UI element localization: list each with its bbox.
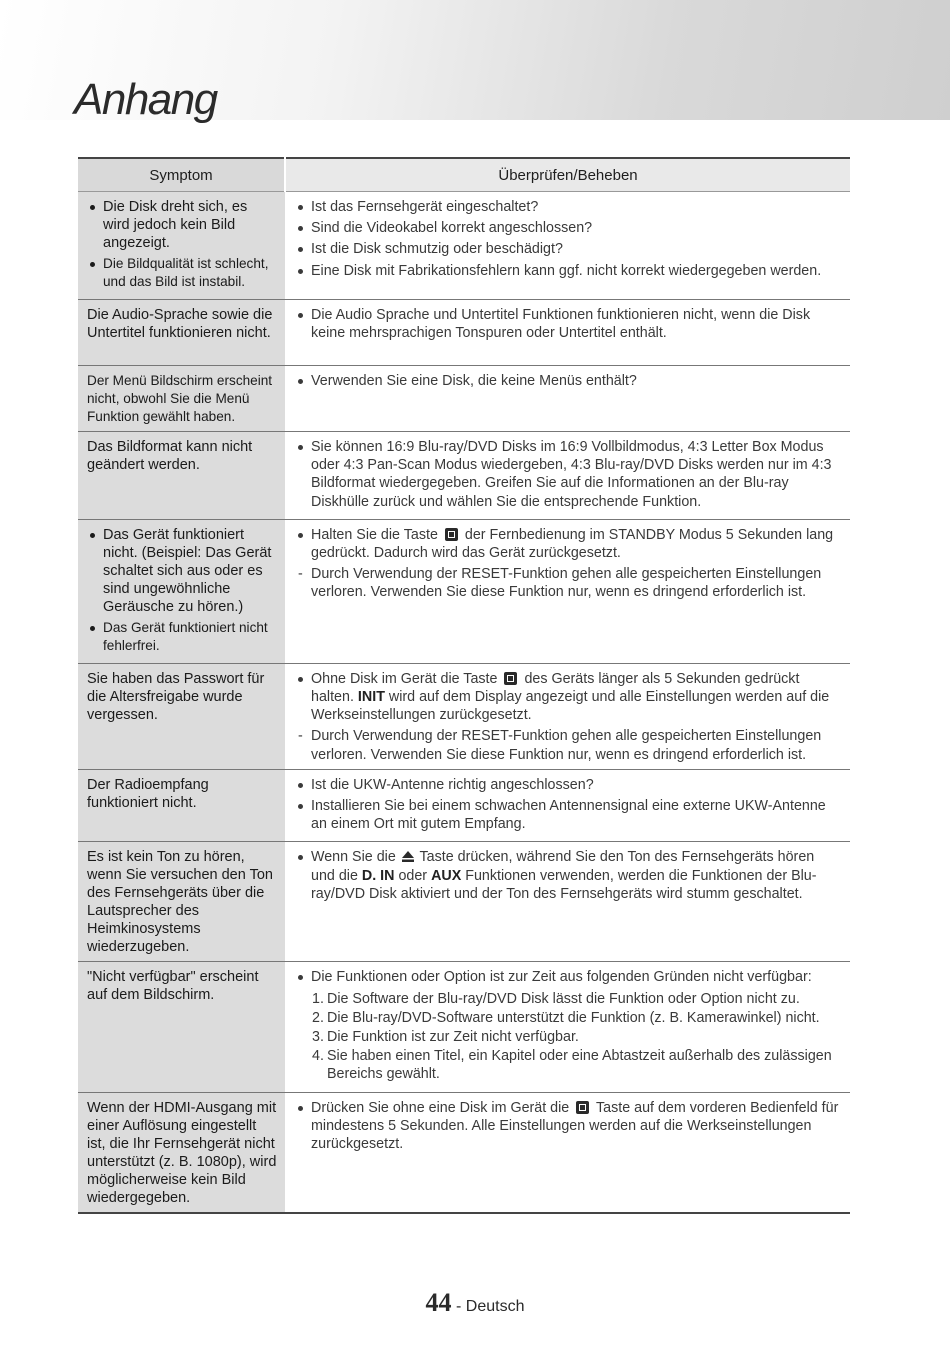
table-row xyxy=(78,300,850,366)
eject-icon xyxy=(402,851,414,862)
fix-column-header: Überprüfen/Beheben xyxy=(285,158,850,192)
symptom-cell: Sie haben das Passwort für die Altersfreigabe wurde vergessen. xyxy=(78,663,285,769)
symptom-cell xyxy=(78,519,285,663)
reason-item: 1. Die Software der Blu-ray/DVD Disk lässt die Funktion oder Option nicht zu. xyxy=(312,990,800,1007)
fix-cell xyxy=(285,663,850,769)
fix-item: Ist das Fernsehgerät eingeschaltet? xyxy=(295,198,842,216)
fix-item: Installieren Sie bei einem schwachen Antennensignal eine externe UKW-Antenne an einem Ort mit gutem Empfang. xyxy=(295,797,842,833)
fix-item: Drücken Sie ohne eine Disk im Gerät die Taste auf dem vorderen Bedienfeld für mindestens 5 Sekunden. Alle Einstellungen werden auf die Werkseinstellungen zurückgesetzt. xyxy=(295,1099,842,1154)
fix-cell xyxy=(285,300,850,366)
fix-item: Wenn Sie die Taste drücken, während Sie den Ton des Fernsehgeräts hören und die D. IN oder AUX Funktionen verwenden, werden die Funktionen der Blu-ray/DVD Disk aktiviert und der Ton des Fernsehgeräts wird stumm geschaltet. xyxy=(295,848,842,903)
fix-item: Die Funktionen oder Option ist zur Zeit aus folgenden Gründen nicht verfügbar: 1. Die Software der Blu-ray/DVD Disk lässt die Funktion oder Option nicht zu. 2. Die Blu-ray/DVD-Software unterstützt die Funktion (z. B. Kamerawinkel) nicht. 3. Die Funktion ist zur Zeit nicht verfügbar. 4. Sie haben einen Titel, ein Kapitel oder eine Abtastzeit außerhalb des zulässigen Bereichs gewählt. xyxy=(295,968,842,1083)
symptom-item: Die Bildqualität ist schlecht, und das Bild ist instabil. xyxy=(87,255,277,291)
page-footer xyxy=(0,1288,950,1318)
fix-item: Ist die Disk schmutzig oder beschädigt? xyxy=(295,240,842,258)
troubleshooting-table xyxy=(78,157,850,1214)
table-row xyxy=(78,663,850,769)
fix-cell xyxy=(285,962,850,1092)
fix-item: Verwenden Sie eine Disk, die keine Menüs enthält? xyxy=(295,372,842,390)
fix-item: Die Audio Sprache und Untertitel Funktionen funktionieren nicht, wenn die Disk keine mehrsprachigen Tonspuren oder Untertitel enthält. xyxy=(295,306,842,342)
fix-item: Ohne Disk im Gerät die Taste des Geräts länger als 5 Sekunden gedrückt halten. INIT wird auf dem Display angezeigt und alle Einstellungen werden auf die Werkseinstellungen zurückgesetzt. xyxy=(295,670,842,725)
fix-cell xyxy=(285,366,850,432)
table-row xyxy=(78,1092,850,1213)
fix-cell xyxy=(285,1092,850,1213)
symptom-item: Das Gerät funktioniert nicht fehlerfrei. xyxy=(87,619,277,655)
fix-item: Halten Sie die Taste der Fernbedienung im STANDBY Modus 5 Sekunden lang gedrückt. Dadurch wird das Gerät zurückgesetzt. xyxy=(295,526,842,562)
symptom-cell: Der Radioempfang funktioniert nicht. xyxy=(78,769,285,842)
table-header-row xyxy=(78,158,850,192)
fix-item: Sind die Videokabel korrekt angeschlossen? xyxy=(295,219,842,237)
table-row xyxy=(78,519,850,663)
fix-item: Ist die UKW-Antenne richtig angeschlossen? xyxy=(295,776,842,794)
page-title: Anhang xyxy=(74,75,217,124)
fix-cell xyxy=(285,842,850,962)
footer-language: Deutsch xyxy=(465,1298,525,1315)
symptom-item: Das Gerät funktioniert nicht. (Beispiel: Das Gerät schaltet sich aus oder es sind ungewöhnliche Geräusche zu hören.) xyxy=(87,526,277,616)
symptom-cell: Das Bildformat kann nicht geändert werden. xyxy=(78,432,285,520)
symptom-cell: Es ist kein Ton zu hören, wenn Sie versuchen den Ton des Fernsehgeräts über die Lautsprecher des Heimkinosystems wiederzugeben. xyxy=(78,842,285,962)
fix-cell xyxy=(285,432,850,520)
reason-item: 4. Sie haben einen Titel, ein Kapitel oder eine Abtastzeit außerhalb des zulässigen Bereichs gewählt. xyxy=(312,1048,832,1083)
footer-separator: - xyxy=(455,1298,462,1315)
fix-item: Eine Disk mit Fabrikationsfehlern kann ggf. nicht korrekt wiedergegeben werden. xyxy=(295,262,842,280)
table-row xyxy=(78,366,850,432)
stop-button-icon xyxy=(445,528,458,541)
table-row xyxy=(78,962,850,1092)
fix-note: - Durch Verwendung der RESET-Funktion gehen alle gespeicherten Einstellungen verloren. Verwenden Sie diese Funktion nur, wenn es dringend erforderlich ist. xyxy=(298,566,822,601)
reason-item: 3. Die Funktion ist zur Zeit nicht verfügbar. xyxy=(312,1029,579,1046)
reason-list xyxy=(311,990,842,1084)
reason-item: 2. Die Blu-ray/DVD-Software unterstützt die Funktion (z. B. Kamerawinkel) nicht. xyxy=(312,1009,820,1026)
symptom-cell: Die Audio-Sprache sowie die Untertitel funktionieren nicht. xyxy=(78,300,285,366)
fix-note: - Durch Verwendung der RESET-Funktion gehen alle gespeicherten Einstellungen verloren. Verwenden Sie diese Funktion nur, wenn es dringend erforderlich ist. xyxy=(298,728,822,763)
table-row xyxy=(78,842,850,962)
fix-cell xyxy=(285,519,850,663)
symptom-cell: Der Menü Bildschirm erscheint nicht, obwohl Sie die Menü Funktion gewählt haben. xyxy=(78,366,285,432)
fix-cell xyxy=(285,192,850,300)
fix-cell xyxy=(285,769,850,842)
table-row xyxy=(78,432,850,520)
symptom-cell: Wenn der HDMI-Ausgang mit einer Auflösung eingestellt ist, die Ihr Fernsehgerät nicht unterstützt (z. B. 1080p), wird möglicherweise kein Bild wiedergegeben. xyxy=(78,1092,285,1213)
symptom-cell xyxy=(78,192,285,300)
stop-button-icon xyxy=(504,672,517,685)
page-number: 44 xyxy=(425,1288,452,1317)
fix-item: Sie können 16:9 Blu-ray/DVD Disks im 16:9 Vollbildmodus, 4:3 Letter Box Modus oder 4:3 Pan-Scan Modus wiedergeben, 4:3 Blu-ray/DVD Disks werden nur im 4:3 Bildformat wiedergegeben. Greifen Sie auf die Informationen an der Blu-ray Diskhülle zurück und wählen Sie die entsprechende Funktion. xyxy=(295,438,842,511)
stop-button-icon xyxy=(576,1101,589,1114)
table-row xyxy=(78,769,850,842)
symptom-item: Die Disk dreht sich, es wird jedoch kein Bild angezeigt. xyxy=(87,198,277,252)
table-row xyxy=(78,192,850,300)
symptom-cell: "Nicht verfügbar" erscheint auf dem Bildschirm. xyxy=(78,962,285,1092)
symptom-column-header: Symptom xyxy=(78,158,285,192)
